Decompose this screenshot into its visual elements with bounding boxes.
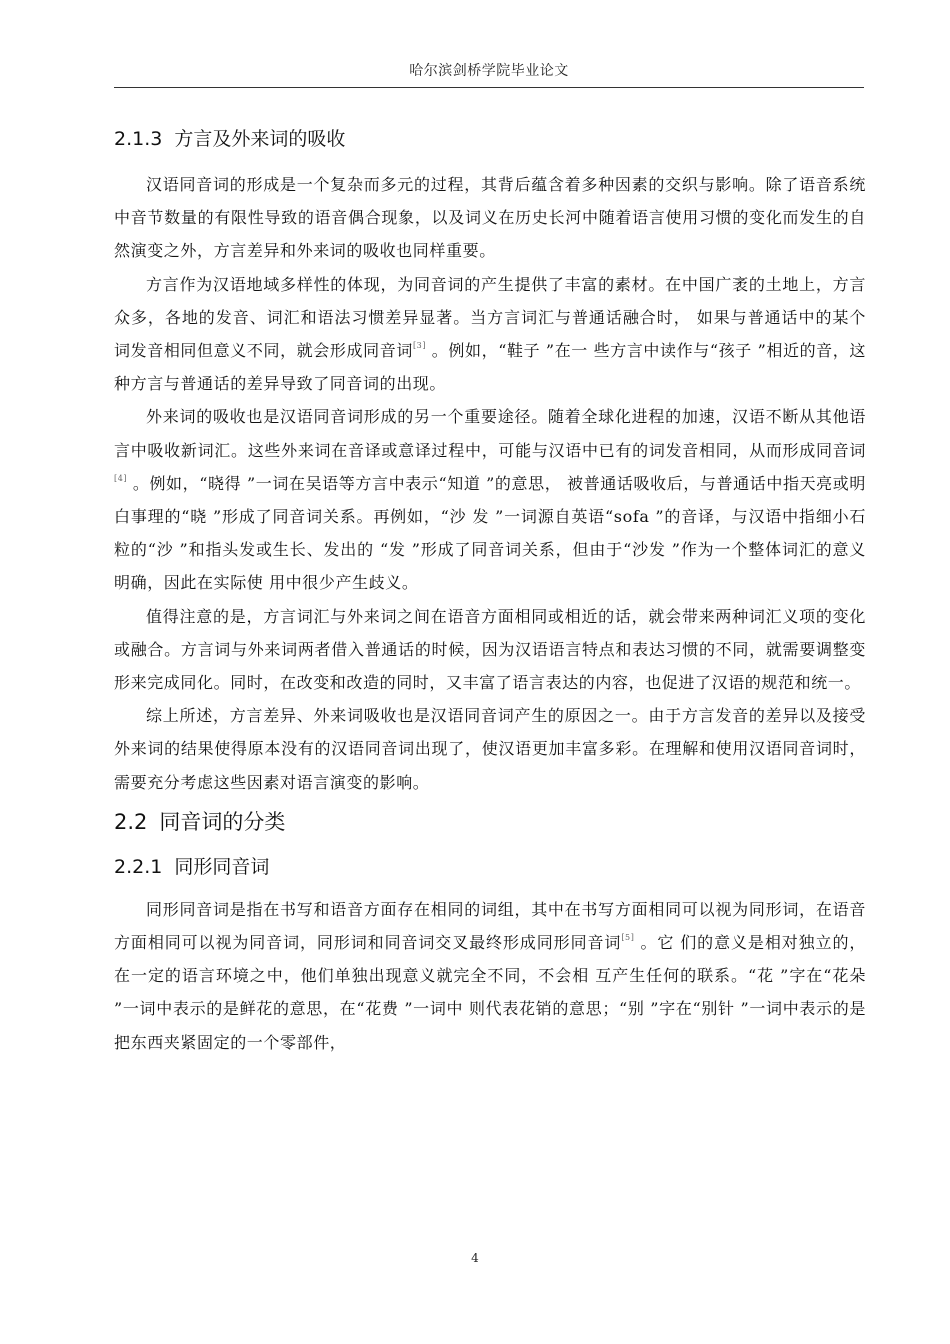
paragraph-text: 。例如，“鞋子 ”在一 些方言中读作与“孩子 ”相近的音，这种方言与普通话的差异导致了同音词的出现。	[114, 341, 866, 394]
paragraph-text: 值得注意的是，方言词汇与外来词之间在语音方面相同或相近的话，就会带来两种词汇义项的变化或融合。方言词与外来词两者借入普通话的时候，因为汉语语言特点和表达习惯的不同，就需要调整变形来完成同化。同时，在改变和改造的同时，又丰富了语言表达的内容，也促进了汉语的规范和统一。	[114, 606, 866, 693]
running-header: 哈尔滨剑桥学院毕业论文	[409, 63, 569, 79]
paragraph	[114, 600, 866, 700]
heading-2-1-3	[114, 122, 866, 156]
paragraph	[114, 699, 866, 799]
heading-title: 方言及外来词的吸收	[174, 128, 346, 150]
paragraph	[114, 168, 866, 268]
header-divider	[114, 87, 864, 88]
paragraph-text: 同形同音词是指在书写和语音方面存在相同的词组，其中在书写方面相同可以视为同形词，在语音方面相同可以视为同音词，同形词和同音词交叉最终形成同形同音词	[114, 899, 866, 953]
heading-2-2	[114, 799, 866, 845]
paragraph	[114, 893, 866, 1059]
paragraph-text: 外来词的吸收也是汉语同音词形成的另一个重要途径。随着全球化进程的加速，汉语不断从其他语言中吸收新词汇。这些外来词在音译或意译过程中，可能与汉语中已有的词发音相同，从而形成同音词	[114, 407, 866, 460]
citation-ref: [5]	[621, 933, 635, 943]
heading-title: 同形同音词	[174, 855, 270, 878]
heading-number: 2.2	[114, 809, 148, 834]
paragraph	[114, 268, 866, 401]
paragraph-text: 。例如，“晓得 ”一词在吴语等方言中表示“知道 ”的意思， 被普通话吸收后，与普通话中指天亮或明白事理的“晓 ”形成了同音词关系。再例如，“沙 发 ”一词源自英语“sofa ”的音译，与汉语中指细小石粒的“沙 ”和指头发或生长、发出的 “发 ”形成了同音词关系，但由于“沙发 ”作为一个整体词汇的意义明确，因此在实际使 用中很少产生歧义。	[114, 473, 866, 593]
paragraph-text: 综上所述，方言差异、外来词吸收也是汉语同音词产生的原因之一。由于方言发音的差异以及接受外来词的结果使得原本没有的汉语同音词出现了，使汉语更加丰富多彩。在理解和使用汉语同音词时，需要充分考虑这些因素对语言演变的影响。	[114, 706, 866, 792]
heading-number: 2.2.1	[114, 855, 163, 878]
paragraph-text: 汉语同音词的形成是一个复杂而多元的过程，其背后蕴含着多种因素的交织与影响。除了语音系统中音节数量的有限性导致的语音偶合现象，以及词义在历史长河中随着语言使用习惯的变化而发生的自然演变之外，方言差异和外来词的吸收也同样重要。	[114, 175, 866, 261]
heading-title: 同音词的分类	[159, 809, 286, 834]
heading-2-2-1	[114, 849, 866, 885]
page-number: 4	[471, 1251, 479, 1265]
page-body	[114, 122, 866, 1059]
paragraph-text: 方言作为汉语地域多样性的体现，为同音词的产生提供了丰富的素材。在中国广袤的土地上，方言众多，各地的发音、词汇和语法习惯差异显著。当方言词汇与普通话融合时， 如果与普通话中的某个词发音相同但意义不同，就会形成同音词	[114, 274, 866, 361]
paragraph	[114, 400, 866, 599]
paragraph-text: 。它 们的意义是相对独立的，在一定的语言环境之中，他们单独出现意义就完全不同，不会相 互产生任何的联系。“花 ”字在“花朵 ”一词中表示的是鲜花的意思，在“花费 ”一词中 则代表花销的意思；“别 ”字在“别针 ”一词中表示的是把东西夹紧固定的一个零部件，	[114, 933, 866, 1052]
citation-ref: [4]	[114, 473, 128, 483]
citation-ref: [3]	[412, 341, 427, 351]
heading-number: 2.1.3	[114, 128, 163, 150]
